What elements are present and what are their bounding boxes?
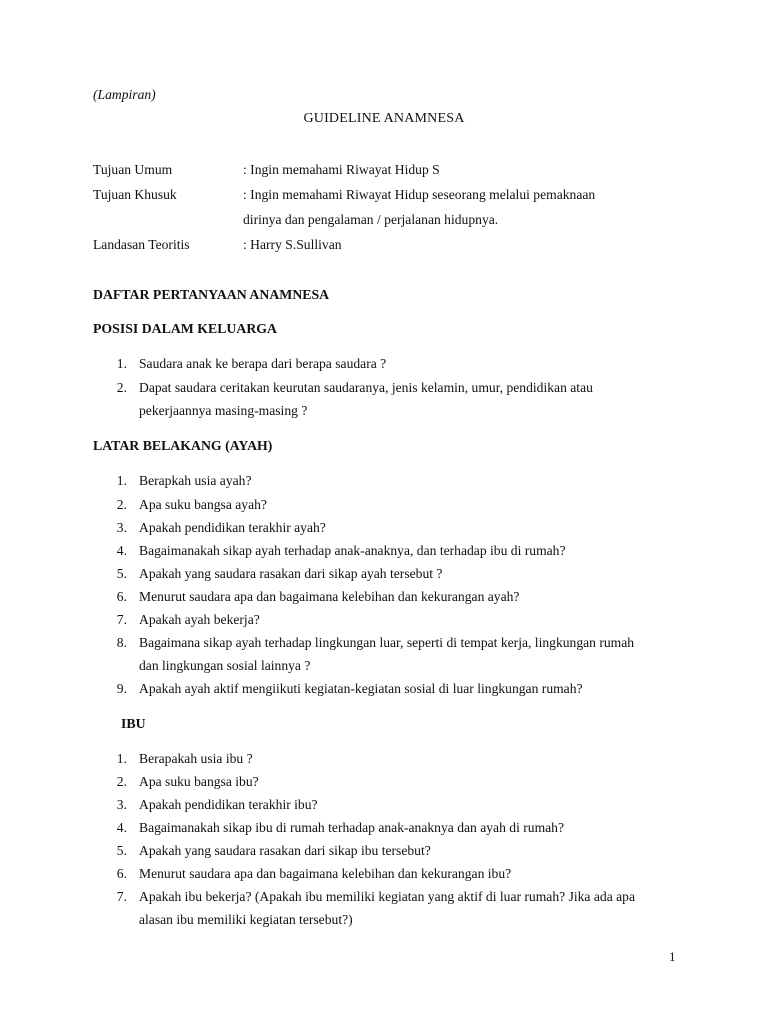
appendix-label: (Lampiran) [93, 87, 156, 102]
list-item: Apakah yang saudara rasakan dari sikap ibu tersebut? [139, 843, 431, 858]
list-item-number: 1. [116, 751, 127, 766]
list-item-number: 3. [116, 520, 127, 535]
list-item-number: 9. [116, 681, 127, 696]
list-item-number: 7. [116, 889, 127, 904]
section-title-posisi: POSISI DALAM KELUARGA [93, 321, 277, 336]
list-item: Berapakah usia ibu ? [139, 751, 253, 766]
list-item: Apa suku bangsa ayah? [139, 497, 267, 512]
list-item: Dapat saudara ceritakan keurutan saudaranya, jenis kelamin, umur, pendidikan atau [139, 380, 593, 395]
list-item-number: 3. [116, 797, 127, 812]
page-number: 1 [669, 949, 676, 964]
list-item-number: 5. [116, 843, 127, 858]
field-label-tujuan-khusuk: Tujuan Khusuk [93, 187, 177, 202]
list-item: Menurut saudara apa dan bagaimana kelebihan dan kekurangan ayah? [139, 589, 520, 604]
field-label-tujuan-umum: Tujuan Umum [93, 162, 173, 177]
section-title-ibu: IBU [121, 716, 146, 731]
list-item: Saudara anak ke berapa dari berapa saudara ? [139, 356, 387, 371]
list-item-continuation: alasan ibu memiliki kegiatan tersebut?) [139, 912, 353, 927]
list-item-number: 7. [116, 612, 127, 627]
list-item-number: 2. [116, 497, 127, 512]
list-item-continuation: pekerjaannya masing-masing ? [139, 403, 308, 418]
field-label-landasan-teoritis: Landasan Teoritis [93, 237, 190, 252]
document-title: GUIDELINE ANAMNESA [303, 111, 465, 126]
list-item: Apakah yang saudara rasakan dari sikap ayah tersebut ? [139, 566, 443, 581]
section-title-ayah: LATAR BELAKANG (AYAH) [93, 438, 273, 453]
list-item-number: 6. [116, 589, 127, 604]
list-item: Bagaimanakah sikap ayah terhadap anak-anaknya, dan terhadap ibu di rumah? [139, 543, 566, 558]
list-item: Bagaimana sikap ayah terhadap lingkungan luar, seperti di tempat kerja, lingkungan rumah [139, 635, 635, 650]
field-value-landasan-teoritis: : Harry S.Sullivan [243, 237, 342, 252]
list-item: Apakah ayah aktif mengiikuti kegiatan-kegiatan sosial di luar lingkungan rumah? [139, 681, 583, 696]
list-item: Menurut saudara apa dan bagaimana kelebihan dan kekurangan ibu? [139, 866, 512, 881]
list-item-number: 2. [116, 380, 127, 395]
list-item-number: 6. [116, 866, 127, 881]
list-item: Apakah pendidikan terakhir ayah? [139, 520, 326, 535]
list-item-number: 1. [116, 356, 127, 371]
list-item: Berapkah usia ayah? [139, 473, 252, 488]
list-item: Apa suku bangsa ibu? [139, 774, 259, 789]
list-item-number: 2. [116, 774, 127, 789]
list-item: Apakah pendidikan terakhir ibu? [139, 797, 318, 812]
list-item-number: 4. [116, 820, 127, 835]
list-item: Apakah ibu bekerja? (Apakah ibu memiliki kegiatan yang aktif di luar rumah? Jika ada apa [139, 889, 635, 904]
list-item: Bagaimanakah sikap ibu di rumah terhadap anak-anaknya dan ayah di rumah? [139, 820, 565, 835]
list-title: DAFTAR PERTANYAAN ANAMNESA [93, 287, 330, 302]
list-item-number: 5. [116, 566, 127, 581]
list-item-number: 8. [116, 635, 127, 650]
field-value-tujuan-umum: : Ingin memahami Riwayat Hidup S [243, 162, 440, 177]
list-item-number: 1. [116, 473, 127, 488]
field-value-tujuan-khusuk-line1: : Ingin memahami Riwayat Hidup seseorang melalui pemaknaan [243, 187, 596, 202]
list-item: Apakah ayah bekerja? [139, 612, 260, 627]
field-value-tujuan-khusuk-line2: dirinya dan pengalaman / perjalanan hidupnya. [243, 212, 499, 227]
list-item-number: 4. [116, 543, 127, 558]
list-item-continuation: dan lingkungan sosial lainnya ? [139, 658, 311, 673]
